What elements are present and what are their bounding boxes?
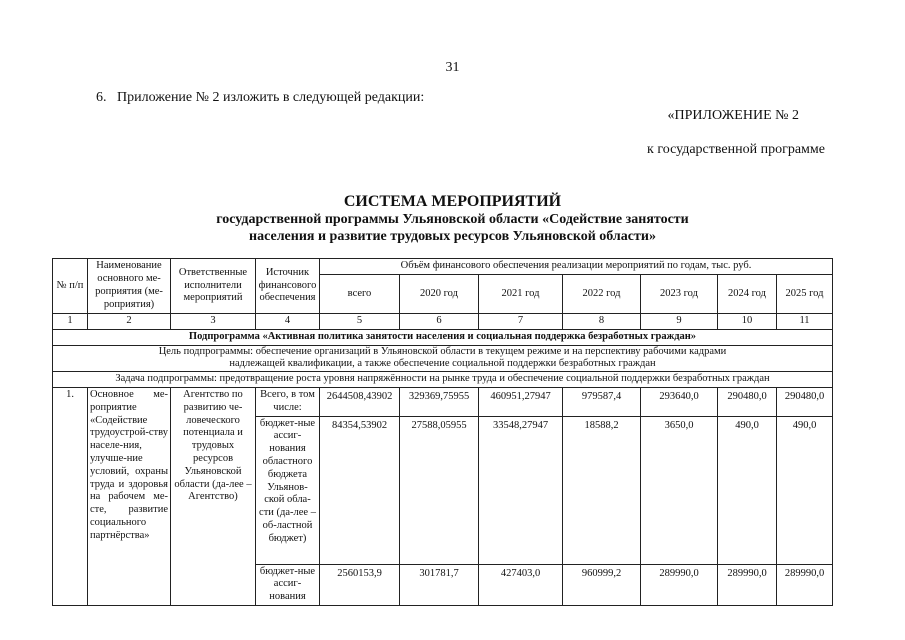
document-subtitle	[0, 211, 905, 245]
source-budget-allocations: бюджет-ные ассиг-нования	[256, 564, 320, 605]
col-number: 5	[320, 314, 400, 330]
value-2020: 329369,75955	[400, 387, 479, 416]
header-2023: 2023 год	[641, 275, 718, 314]
col-number: 3	[171, 314, 256, 330]
value-2020: 27588,05955	[400, 416, 479, 564]
col-number: 6	[400, 314, 479, 330]
header-2022: 2022 год	[563, 275, 641, 314]
col-number: 7	[479, 314, 563, 330]
row-number: 1.	[53, 387, 88, 605]
value-2021: 33548,27947	[479, 416, 563, 564]
value-2022: 979587,4	[563, 387, 641, 416]
subprogram-row: Подпрограмма «Активная политика занятости населения и социальная поддержка безработных граждан»	[53, 329, 833, 345]
value-2025: 290480,0	[777, 387, 833, 416]
source-regional-budget: бюджет-ные ассиг-нования областного бюджета Ульянов-ской обла-сти (да-лее – об-ластной бюджет)	[256, 416, 320, 564]
task-row: Задача подпрограммы: предотвращение роста уровня напряжённости на рынке труда и обеспечение социальной поддержки безработных граждан	[53, 372, 833, 388]
value-2023: 3650,0	[641, 416, 718, 564]
header-2024: 2024 год	[718, 275, 777, 314]
header-2021: 2021 год	[479, 275, 563, 314]
col-number: 9	[641, 314, 718, 330]
value-2025: 289990,0	[777, 564, 833, 605]
value-total: 2560153,9	[320, 564, 400, 605]
value-2022: 18588,2	[563, 416, 641, 564]
measure-executor: Агентство по развитию че-ловеческого потенциала и трудовых ресурсов Ульяновской области (да-лее – Агентство)	[171, 387, 256, 605]
value-2022: 960999,2	[563, 564, 641, 605]
col-number: 4	[256, 314, 320, 330]
value-2023: 293640,0	[641, 387, 718, 416]
subtitle-line-2: населения и развитие трудовых ресурсов Ульяновской области»	[249, 229, 656, 244]
col-number: 8	[563, 314, 641, 330]
header-total: всего	[320, 275, 400, 314]
value-2025: 490,0	[777, 416, 833, 564]
col-number: 1	[53, 314, 88, 330]
value-2024: 289990,0	[718, 564, 777, 605]
col-number: 11	[777, 314, 833, 330]
col-number: 10	[718, 314, 777, 330]
header-executors: Ответственные исполнители мероприятий	[171, 259, 256, 314]
value-total: 84354,53902	[320, 416, 400, 564]
value-2020: 301781,7	[400, 564, 479, 605]
header-2025: 2025 год	[777, 275, 833, 314]
header-num: № п/п	[53, 259, 88, 314]
value-2021: 460951,27947	[479, 387, 563, 416]
source-total: Всего, в том числе:	[256, 387, 320, 416]
value-2021: 427403,0	[479, 564, 563, 605]
value-2023: 289990,0	[641, 564, 718, 605]
goal-row: Цель подпрограммы: обеспечение организаций в Ульяновской области в текущем режиме и на перспективу рабочими кадрами надлежащей квалификации, а также обеспечение социальной поддержки безработных граждан	[53, 345, 833, 372]
document-title: СИСТЕМА МЕРОПРИЯТИЙ	[343, 193, 562, 210]
col-number: 2	[88, 314, 171, 330]
item-6-text: 6. Приложение № 2 изложить в следующей редакции:	[96, 90, 425, 105]
value-total: 2644508,43902	[320, 387, 400, 416]
measure-name: Основное ме-роприятие «Содействие трудоустрой-ству населе-ния, улучше-ние условий, охраны труда и здоровья на рабочем ме-сте, развитие социального партнёрства»	[88, 387, 171, 605]
header-volume: Объём финансового обеспечения реализации мероприятий по годам, тыс. руб.	[320, 259, 833, 275]
table-row	[53, 387, 833, 416]
page-number: 31	[445, 60, 460, 75]
appendix-label: «ПРИЛОЖЕНИЕ № 2	[667, 108, 799, 123]
header-name: Наименование основного ме-роприятия (ме-роприятия)	[88, 259, 171, 314]
value-2024: 290480,0	[718, 387, 777, 416]
header-source: Источник финансового обеспечения	[256, 259, 320, 314]
value-2024: 490,0	[718, 416, 777, 564]
subtitle-line-1: государственной программы Ульяновской области «Содействие занятости	[216, 212, 689, 227]
state-program-label: к государственной программе	[647, 142, 825, 157]
column-numbers-row	[53, 314, 833, 330]
header-2020: 2020 год	[400, 275, 479, 314]
measures-table	[52, 258, 833, 606]
